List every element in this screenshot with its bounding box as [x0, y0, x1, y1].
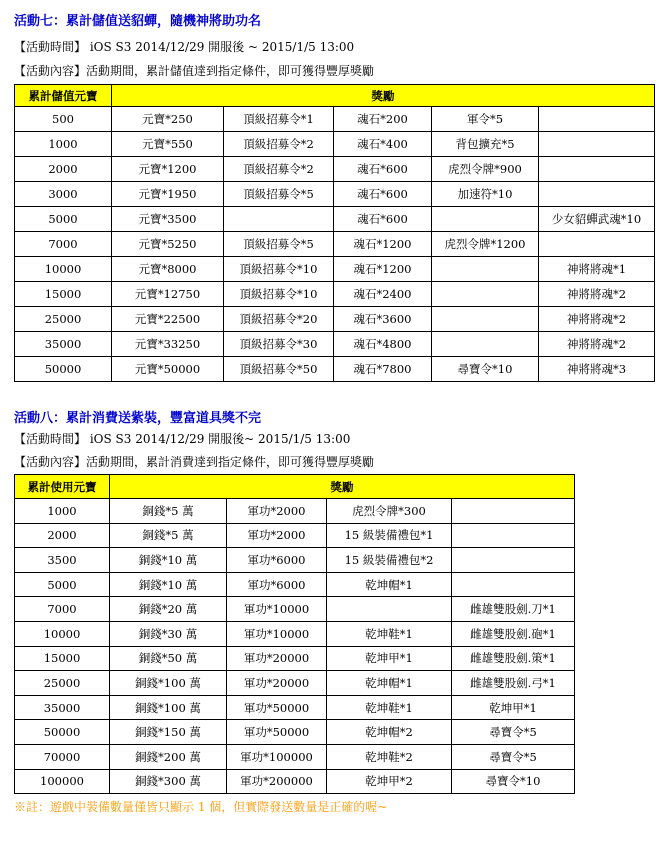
event8-table-row	[15, 695, 575, 720]
reward-cell: 尋寶令*10	[452, 769, 575, 794]
threshold-cell: 35000	[15, 332, 112, 357]
reward-cell	[432, 257, 539, 282]
reward-cell: 神將將魂*2	[539, 307, 655, 332]
reward-cell: 乾坤鞋*1	[327, 621, 452, 646]
reward-cell: 元寶*8000	[112, 257, 224, 282]
reward-cell: 元寶*22500	[112, 307, 224, 332]
reward-cell: 尋寶令*10	[432, 357, 539, 382]
reward-cell	[539, 232, 655, 257]
threshold-cell: 3500	[15, 548, 110, 573]
reward-cell	[432, 207, 539, 232]
reward-cell: 雌雄雙股劍.弓*1	[452, 671, 575, 696]
reward-cell: 雌雄雙股劍.策*1	[452, 646, 575, 671]
reward-cell	[539, 157, 655, 182]
reward-cell: 頂級招募令*2	[224, 132, 334, 157]
footnote: ※註：遊戲中裝備數量僅皆只顯示 1 個，但實際發送數量是正確的喔~	[14, 800, 388, 814]
reward-cell: 銅錢*5 萬	[110, 523, 227, 548]
reward-cell: 神將將魂*1	[539, 257, 655, 282]
event7-time: 【活動時間】 iOS S3 2014/12/29 開服後 ~ 2015/1/5 13:00	[14, 40, 355, 54]
reward-cell: 軍功*50000	[227, 720, 327, 745]
threshold-cell: 50000	[15, 357, 112, 382]
event8-time: 【活動時間】 iOS S3 2014/12/29 開服後~ 2015/1/5 13:00	[14, 432, 351, 446]
reward-cell: 軍令*5	[432, 107, 539, 132]
event7-table-row	[15, 207, 655, 232]
reward-cell: 魂石*1200	[334, 257, 432, 282]
event8-table-row	[15, 523, 575, 548]
event8-table-row	[15, 671, 575, 696]
reward-cell: 雌雄雙股劍.刀*1	[452, 597, 575, 622]
reward-cell: 15 級裝備禮包*2	[327, 548, 452, 573]
reward-cell: 銅錢*20 萬	[110, 597, 227, 622]
reward-cell: 乾坤甲*2	[327, 769, 452, 794]
reward-cell	[452, 572, 575, 597]
threshold-cell: 100000	[15, 769, 110, 794]
threshold-cell: 2000	[15, 523, 110, 548]
threshold-cell: 15000	[15, 282, 112, 307]
event7-content: 【活動內容】活動期間，累計儲值達到指定條件，即可獲得豐厚獎勵	[14, 64, 375, 78]
reward-cell: 魂石*3600	[334, 307, 432, 332]
reward-cell: 頂級招募令*20	[224, 307, 334, 332]
reward-cell	[432, 282, 539, 307]
reward-cell: 頂級招募令*10	[224, 282, 334, 307]
event7-table-row	[15, 132, 655, 157]
reward-cell: 神將將魂*2	[539, 332, 655, 357]
threshold-cell: 500	[15, 107, 112, 132]
threshold-cell: 50000	[15, 720, 110, 745]
reward-cell	[539, 132, 655, 157]
event7-table-row	[15, 332, 655, 357]
event7-table-row	[15, 257, 655, 282]
reward-cell: 加速符*10	[432, 182, 539, 207]
reward-cell: 虎烈令牌*1200	[432, 232, 539, 257]
reward-cell: 雌雄雙股劍.砲*1	[452, 621, 575, 646]
reward-cell: 軍功*2000	[227, 499, 327, 524]
reward-cell	[539, 182, 655, 207]
reward-cell: 魂石*400	[334, 132, 432, 157]
reward-cell: 乾坤甲*1	[327, 646, 452, 671]
reward-cell: 銅錢*200 萬	[110, 744, 227, 769]
reward-cell: 元寶*1200	[112, 157, 224, 182]
threshold-cell: 5000	[15, 572, 110, 597]
threshold-cell: 10000	[15, 621, 110, 646]
reward-cell: 魂石*4800	[334, 332, 432, 357]
reward-cell: 少女貂蟬武魂*10	[539, 207, 655, 232]
reward-cell: 軍功*20000	[227, 646, 327, 671]
threshold-cell: 1000	[15, 499, 110, 524]
reward-cell	[224, 207, 334, 232]
event7-reward-table	[14, 84, 655, 382]
reward-cell	[432, 332, 539, 357]
threshold-cell: 7000	[15, 597, 110, 622]
reward-cell: 頂級招募令*30	[224, 332, 334, 357]
threshold-cell: 3000	[15, 182, 112, 207]
reward-cell: 乾坤帽*1	[327, 572, 452, 597]
reward-cell: 軍功*6000	[227, 572, 327, 597]
threshold-cell: 2000	[15, 157, 112, 182]
reward-cell: 15 級裝備禮包*1	[327, 523, 452, 548]
reward-cell: 軍功*10000	[227, 597, 327, 622]
threshold-cell: 15000	[15, 646, 110, 671]
reward-cell: 頂級招募令*1	[224, 107, 334, 132]
reward-cell	[432, 307, 539, 332]
event8-reward-table	[14, 474, 575, 794]
reward-cell: 銅錢*100 萬	[110, 695, 227, 720]
event8-content: 【活動內容】活動期間，累計消費達到指定條件，即可獲得豐厚獎勵	[14, 455, 375, 469]
reward-cell: 頂級招募令*2	[224, 157, 334, 182]
reward-cell: 魂石*600	[334, 182, 432, 207]
reward-cell	[452, 548, 575, 573]
event7-table-row	[15, 282, 655, 307]
reward-cell: 銅錢*50 萬	[110, 646, 227, 671]
reward-cell: 魂石*1200	[334, 232, 432, 257]
reward-cell: 頂級招募令*10	[224, 257, 334, 282]
reward-cell: 軍功*2000	[227, 523, 327, 548]
event7-table-row	[15, 107, 655, 132]
reward-cell: 元寶*50000	[112, 357, 224, 382]
threshold-cell: 25000	[15, 307, 112, 332]
reward-cell: 魂石*7800	[334, 357, 432, 382]
reward-cell: 神將將魂*2	[539, 282, 655, 307]
reward-cell	[327, 597, 452, 622]
event8-table-body	[15, 499, 575, 794]
threshold-cell: 1000	[15, 132, 112, 157]
event8-table-row	[15, 621, 575, 646]
reward-cell: 魂石*200	[334, 107, 432, 132]
event7-table-row	[15, 357, 655, 382]
reward-cell	[452, 499, 575, 524]
table-header-reward: 獎勵	[112, 85, 655, 107]
reward-cell: 銅錢*10 萬	[110, 548, 227, 573]
reward-cell: 軍功*100000	[227, 744, 327, 769]
reward-cell: 魂石*600	[334, 207, 432, 232]
reward-cell: 軍功*50000	[227, 695, 327, 720]
reward-cell: 魂石*2400	[334, 282, 432, 307]
reward-cell: 背包擴充*5	[432, 132, 539, 157]
reward-cell: 銅錢*100 萬	[110, 671, 227, 696]
reward-cell: 元寶*250	[112, 107, 224, 132]
reward-cell: 頂級招募令*50	[224, 357, 334, 382]
reward-cell: 虎烈令牌*300	[327, 499, 452, 524]
reward-cell: 銅錢*10 萬	[110, 572, 227, 597]
event8-table-row	[15, 597, 575, 622]
reward-cell: 乾坤帽*1	[327, 671, 452, 696]
reward-cell: 乾坤甲*1	[452, 695, 575, 720]
threshold-cell: 5000	[15, 207, 112, 232]
threshold-cell: 7000	[15, 232, 112, 257]
reward-cell: 銅錢*5 萬	[110, 499, 227, 524]
table-header-cumulative-recharge: 累計儲值元寶	[15, 85, 112, 107]
reward-cell: 軍功*10000	[227, 621, 327, 646]
reward-cell: 神將將魂*3	[539, 357, 655, 382]
reward-cell: 銅錢*300 萬	[110, 769, 227, 794]
reward-cell: 銅錢*30 萬	[110, 621, 227, 646]
event8-title: 活動八：累計消費送紫裝，豐富道具獎不完	[14, 411, 262, 426]
reward-cell: 軍功*20000	[227, 671, 327, 696]
reward-cell: 虎烈令牌*900	[432, 157, 539, 182]
reward-cell: 元寶*1950	[112, 182, 224, 207]
event8-table-row	[15, 769, 575, 794]
reward-cell: 乾坤鞋*1	[327, 695, 452, 720]
reward-cell: 頂級招募令*5	[224, 232, 334, 257]
event8-table-row	[15, 572, 575, 597]
event8-table-row	[15, 744, 575, 769]
event8-table-row	[15, 646, 575, 671]
reward-cell: 元寶*3500	[112, 207, 224, 232]
reward-cell: 元寶*33250	[112, 332, 224, 357]
reward-cell: 元寶*12750	[112, 282, 224, 307]
reward-cell: 元寶*5250	[112, 232, 224, 257]
reward-cell: 乾坤鞋*2	[327, 744, 452, 769]
reward-cell: 尋寶令*5	[452, 720, 575, 745]
threshold-cell: 35000	[15, 695, 110, 720]
event8-table-row	[15, 499, 575, 524]
reward-cell: 魂石*600	[334, 157, 432, 182]
reward-cell: 尋寶令*5	[452, 744, 575, 769]
reward-cell: 軍功*6000	[227, 548, 327, 573]
event8-table-row	[15, 720, 575, 745]
event7-table-row	[15, 232, 655, 257]
event8-table-row	[15, 548, 575, 573]
threshold-cell: 70000	[15, 744, 110, 769]
event7-table-body	[15, 107, 655, 382]
table-header-cumulative-spend: 累計使用元寶	[15, 475, 110, 499]
event7-table-row	[15, 157, 655, 182]
reward-cell: 銅錢*150 萬	[110, 720, 227, 745]
reward-cell: 軍功*200000	[227, 769, 327, 794]
table-header-reward: 獎勵	[110, 475, 575, 499]
reward-cell: 元寶*550	[112, 132, 224, 157]
reward-cell: 頂級招募令*5	[224, 182, 334, 207]
reward-cell	[452, 523, 575, 548]
reward-cell	[539, 107, 655, 132]
threshold-cell: 25000	[15, 671, 110, 696]
event7-table-row	[15, 307, 655, 332]
event7-title: 活動七：累計儲值送貂蟬，隨機神將助功名	[14, 14, 262, 29]
event7-table-row	[15, 182, 655, 207]
threshold-cell: 10000	[15, 257, 112, 282]
reward-cell: 乾坤帽*2	[327, 720, 452, 745]
